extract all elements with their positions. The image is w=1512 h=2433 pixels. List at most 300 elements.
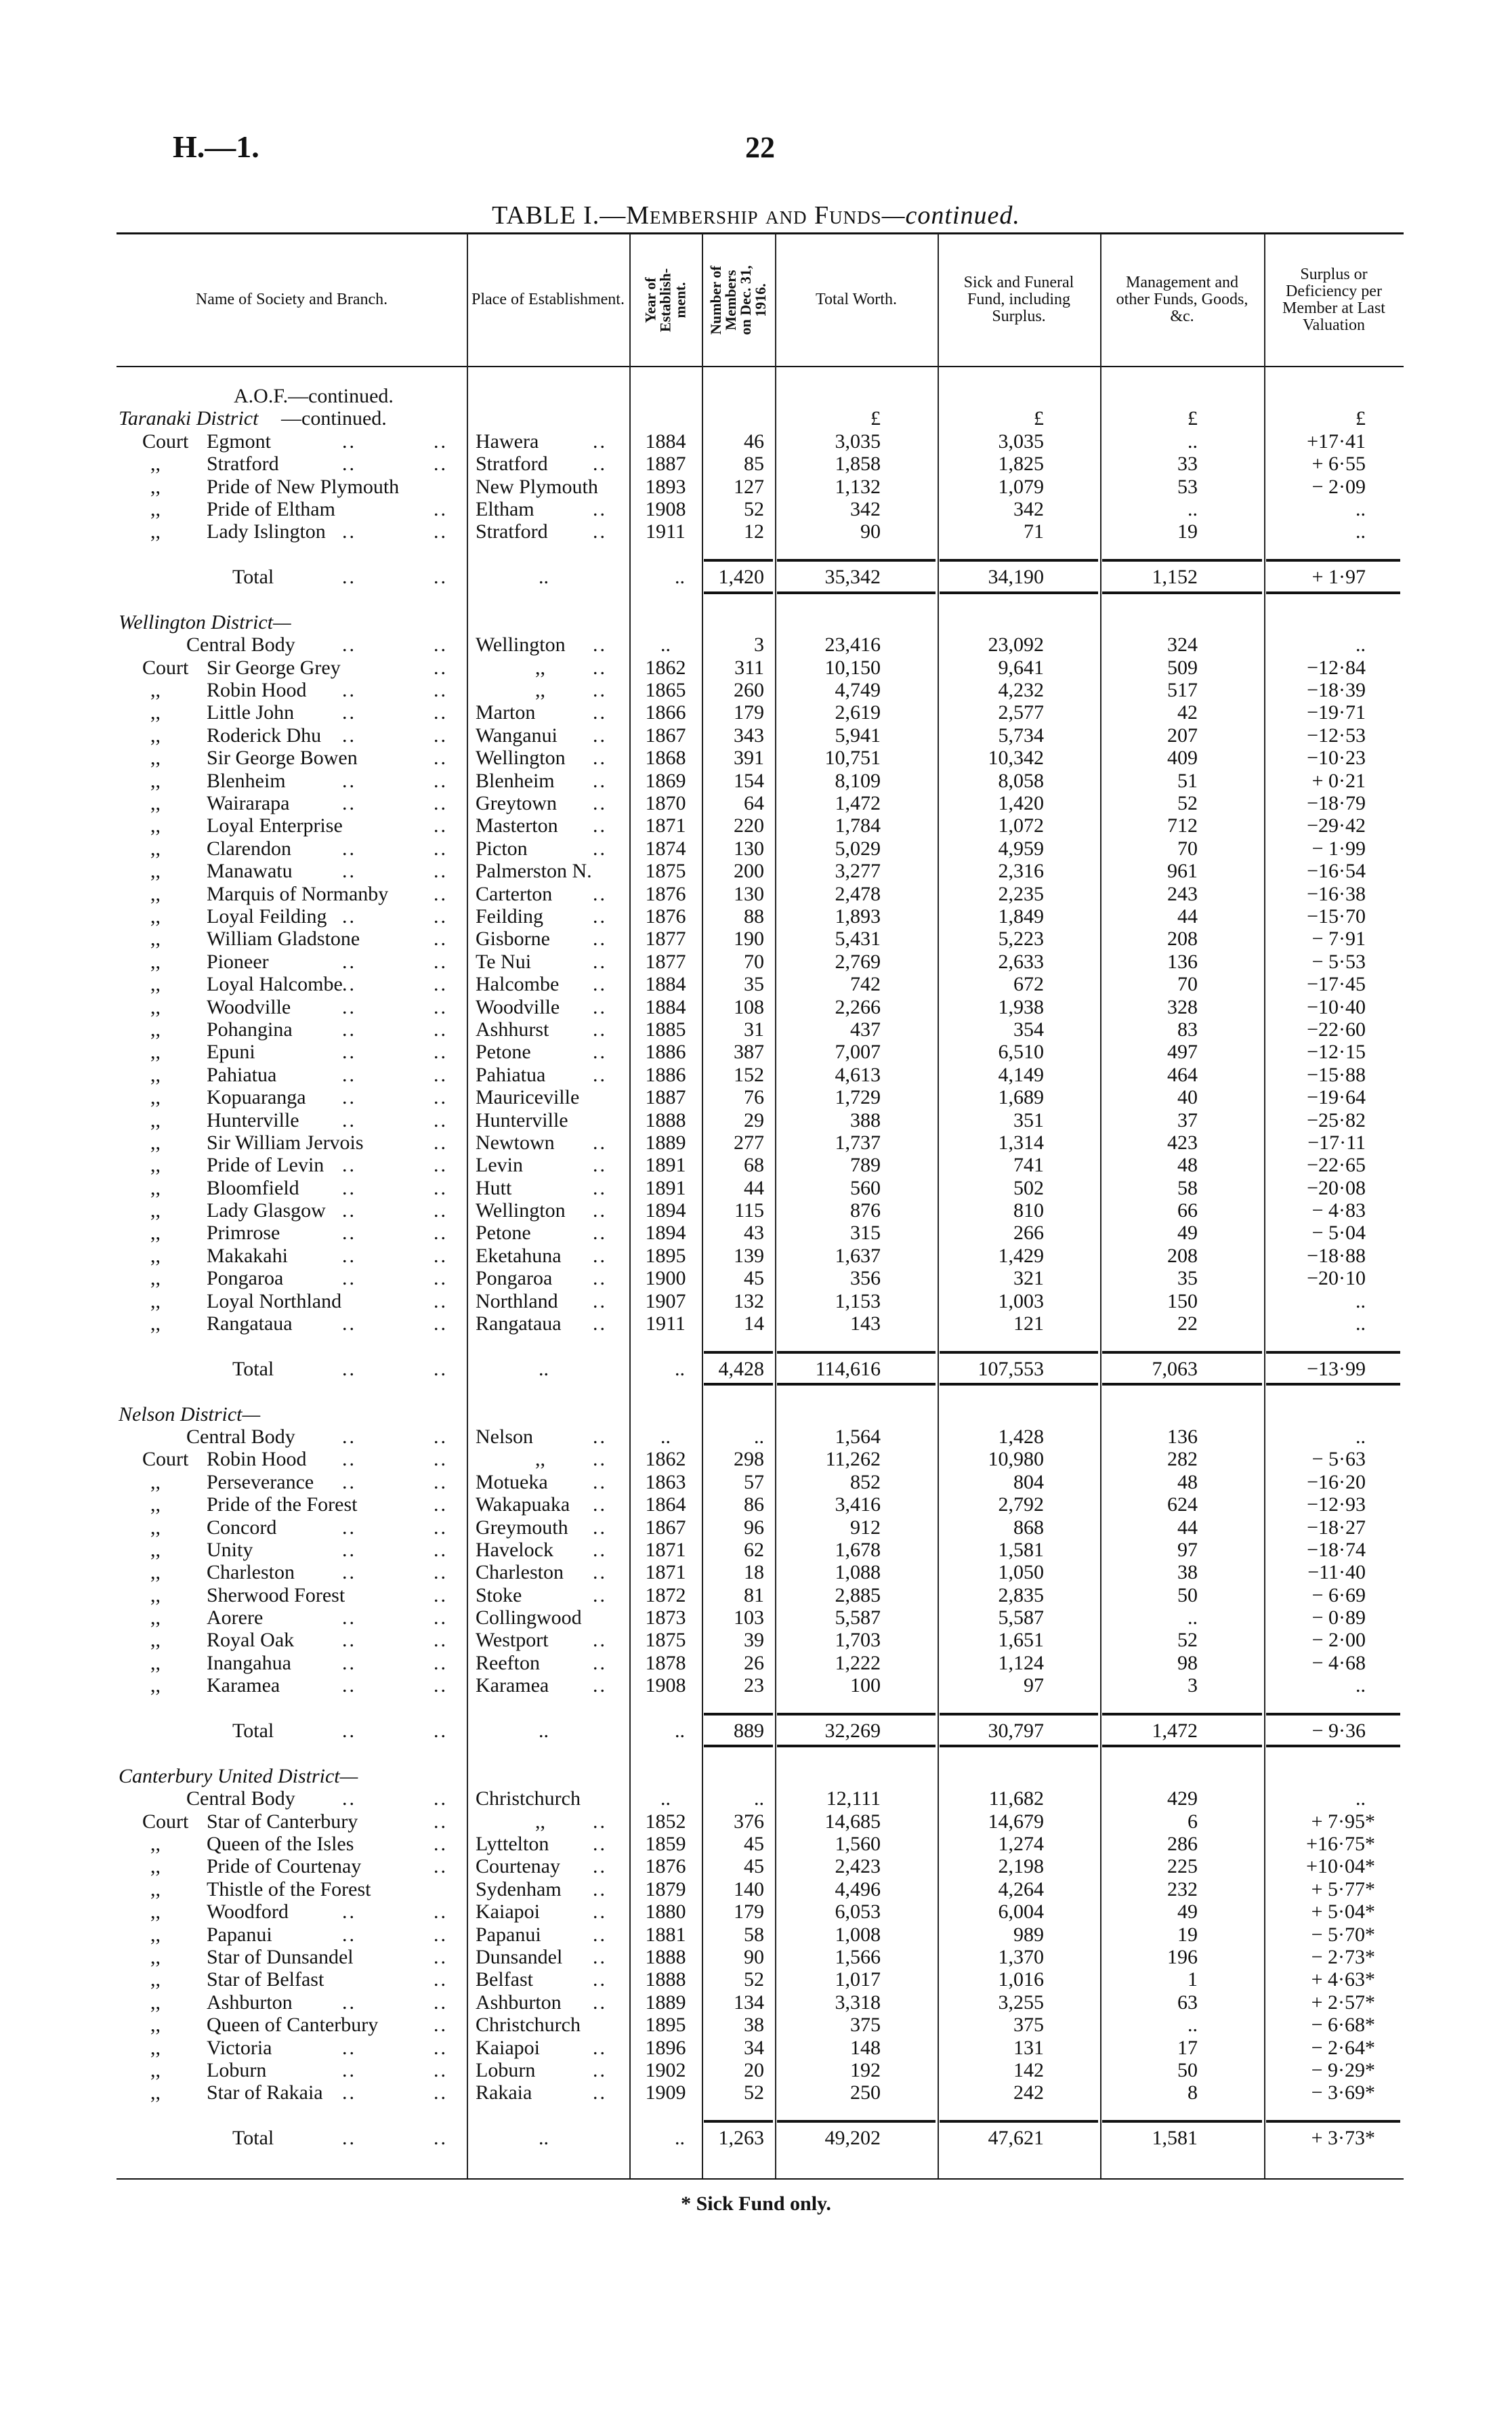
- management-funds: 52: [1177, 792, 1198, 815]
- year-established: 1902: [645, 2058, 686, 2081]
- year-established: 1876: [645, 1855, 686, 1878]
- place-name: Collingwood: [476, 1606, 582, 1629]
- total-worth: 4,613: [835, 1063, 881, 1086]
- total-rule: [1266, 1745, 1400, 1747]
- place-name: Petone: [476, 1041, 531, 1064]
- management-funds: 6: [1188, 1810, 1198, 1833]
- total-rule: [1266, 2120, 1400, 2123]
- member-count: 45: [744, 1855, 764, 1878]
- leader-dots: ..: [342, 679, 356, 702]
- leader-dots: ..: [342, 973, 356, 996]
- total-worth: 1,784: [835, 814, 881, 837]
- branch-name: Ashburton: [207, 1991, 293, 2014]
- sick-funeral-fund: 131: [1013, 2036, 1044, 2059]
- leader-dots: ..: [593, 2058, 607, 2081]
- surplus-deficiency: −18·88: [1307, 1244, 1366, 1267]
- year-established: 1893: [645, 475, 686, 498]
- society-heading-row: [0, 385, 1512, 407]
- ditto-mark: ,,: [150, 453, 161, 476]
- sick-funeral-fund: 10,342: [988, 747, 1044, 770]
- year-established: 1878: [645, 1651, 686, 1674]
- ditto-mark: ,,: [150, 1538, 161, 1561]
- total-rule: [704, 2120, 773, 2123]
- management-funds: 35: [1177, 1267, 1198, 1290]
- member-count: 387: [734, 1041, 764, 1064]
- leader-dots: ..: [434, 1244, 448, 1267]
- branch-name: Rangataua: [207, 1312, 293, 1335]
- total-value: 1,420: [718, 566, 764, 589]
- management-funds: 44: [1177, 1516, 1198, 1539]
- member-count: 139: [734, 1244, 764, 1267]
- leader-dots: ..: [434, 453, 448, 476]
- leader-dots: ..: [434, 1063, 448, 1086]
- sick-funeral-fund: 342: [1013, 497, 1044, 520]
- member-count: 311: [734, 656, 764, 679]
- branch-name: Pride of Levin: [207, 1154, 324, 1177]
- leader-dots: ..: [593, 1538, 607, 1561]
- leader-dots: ..: [593, 882, 607, 905]
- total-rule: [1266, 1713, 1400, 1715]
- branch-name: Woodville: [207, 995, 291, 1018]
- ditto-mark: ,,: [150, 1063, 161, 1086]
- sick-funeral-fund: 121: [1013, 1312, 1044, 1335]
- member-count: 108: [734, 995, 764, 1018]
- sick-funeral-fund: 142: [1013, 2058, 1044, 2081]
- total-rule: [1102, 1745, 1262, 1747]
- place-name: Eketahuna: [476, 1244, 562, 1267]
- surplus-deficiency: + 5·04*: [1311, 1900, 1375, 1923]
- leader-dots: ..: [539, 2127, 549, 2150]
- table-row: [0, 1290, 1512, 1312]
- ditto-mark: ,,: [150, 679, 161, 702]
- table-row: [0, 724, 1512, 747]
- surplus-deficiency: − 2·64*: [1311, 2036, 1375, 2059]
- sick-funeral-fund: 1,429: [998, 1244, 1044, 1267]
- member-count: 220: [734, 814, 764, 837]
- branch-name: Queen of the Isles: [207, 1833, 354, 1855]
- leader-dots: ..: [434, 1108, 448, 1131]
- district-heading: Canterbury United District—: [119, 1764, 358, 1787]
- surplus-deficiency: −18·74: [1307, 1538, 1366, 1561]
- place-name: Pongaroa: [476, 1267, 553, 1290]
- total-value: 34,190: [988, 566, 1044, 589]
- management-funds: ..: [1188, 2014, 1198, 2037]
- branch-name: Epuni: [207, 1041, 255, 1064]
- management-funds: 49: [1177, 1222, 1198, 1245]
- sick-funeral-fund: 1,016: [998, 1968, 1044, 1991]
- year-established: 1870: [645, 792, 686, 815]
- total-worth: 2,423: [835, 1855, 881, 1878]
- leader-dots: ..: [342, 1312, 356, 1335]
- total-worth: 1,472: [835, 792, 881, 815]
- table-row: [0, 1516, 1512, 1539]
- management-funds: 97: [1177, 1538, 1198, 1561]
- sick-funeral-fund: 10,980: [988, 1448, 1044, 1471]
- sick-funeral-fund: 1,124: [998, 1651, 1044, 1674]
- surplus-deficiency: − 0·89: [1311, 1606, 1366, 1629]
- management-funds: 8: [1188, 2081, 1198, 2104]
- surplus-deficiency: −17·45: [1307, 973, 1366, 996]
- total-value: 1,263: [718, 2127, 764, 2150]
- surplus-deficiency: −18·79: [1307, 792, 1366, 815]
- table-bottom-rule: [117, 2178, 1404, 2180]
- place-name: Marton: [476, 701, 536, 724]
- leader-dots: ..: [342, 1222, 356, 1245]
- total-worth: 4,496: [835, 1877, 881, 1900]
- total-worth: 3,318: [835, 1991, 881, 2014]
- member-count: 34: [744, 2036, 764, 2059]
- total-worth: 250: [850, 2081, 881, 2104]
- currency-symbol: £: [1356, 407, 1366, 430]
- table-row: [0, 1833, 1512, 1855]
- total-worth: 375: [850, 2014, 881, 2037]
- management-funds: 40: [1177, 1086, 1198, 1109]
- total-rule: [940, 559, 1098, 562]
- surplus-deficiency: + 2·57*: [1311, 1991, 1375, 2014]
- year-established: 1888: [645, 1108, 686, 1131]
- leader-dots: ..: [434, 1516, 448, 1539]
- management-funds: ..: [1188, 430, 1198, 453]
- leader-dots: ..: [593, 1900, 607, 1923]
- total-worth: 8,109: [835, 769, 881, 792]
- district-heading-row: [0, 407, 1512, 430]
- leader-dots: ..: [593, 1448, 607, 1471]
- row-prefix: Court: [142, 656, 189, 679]
- year-established: 1887: [645, 1086, 686, 1109]
- leader-dots: ..: [342, 837, 356, 860]
- branch-name: Loyal Feilding: [207, 904, 327, 928]
- sick-funeral-fund: 5,587: [998, 1606, 1044, 1629]
- ditto-mark: ,,: [150, 520, 161, 543]
- branch-name: Star of Canterbury: [207, 1810, 358, 1833]
- leader-dots: ..: [593, 904, 607, 928]
- leader-dots: ..: [434, 1267, 448, 1290]
- branch-name: Aorere: [207, 1606, 264, 1629]
- sick-funeral-fund: 1,849: [998, 904, 1044, 928]
- surplus-deficiency: + 7·95*: [1311, 1810, 1375, 1833]
- leader-dots: ..: [593, 1018, 607, 1041]
- total-worth: 4,749: [835, 679, 881, 702]
- year-established: 1866: [645, 701, 686, 724]
- year-established: 1895: [645, 2014, 686, 2037]
- place-name: Northland: [476, 1289, 558, 1312]
- year-established: 1908: [645, 1674, 686, 1697]
- ditto-mark: ,,: [150, 837, 161, 860]
- ditto-mark: ,,: [150, 1651, 161, 1674]
- leader-dots: ..: [593, 1425, 607, 1448]
- surplus-deficiency: + 4·63*: [1311, 1968, 1375, 1991]
- year-established: 1884: [645, 973, 686, 996]
- branch-name: Karamea: [207, 1674, 280, 1697]
- year-established: 1907: [645, 1289, 686, 1312]
- leader-dots: ..: [342, 2127, 356, 2150]
- leader-dots: ..: [434, 928, 448, 951]
- place-name: Halcombe: [476, 973, 560, 996]
- ditto-mark: ,,: [150, 995, 161, 1018]
- total-worth: 10,751: [824, 747, 881, 770]
- leader-dots: ..: [434, 2014, 448, 2037]
- leader-dots: ..: [342, 1063, 356, 1086]
- member-count: 85: [744, 453, 764, 476]
- surplus-deficiency: − 9·29*: [1311, 2058, 1375, 2081]
- branch-name: Loburn: [207, 2058, 267, 2081]
- leader-dots: ..: [434, 973, 448, 996]
- leader-dots: ..: [593, 701, 607, 724]
- table-row: [0, 770, 1512, 792]
- total-worth: 143: [850, 1312, 881, 1335]
- ditto-mark: ,,: [150, 724, 161, 747]
- surplus-deficiency: −12·53: [1307, 724, 1366, 747]
- member-count: 31: [744, 1018, 764, 1041]
- surplus-deficiency: − 5·70*: [1311, 1923, 1375, 1946]
- sick-funeral-fund: 5,223: [998, 928, 1044, 951]
- total-worth: 6,053: [835, 1900, 881, 1923]
- surplus-deficiency: −20·08: [1307, 1176, 1366, 1199]
- place-name: Stoke: [476, 1583, 522, 1606]
- col-header-name: Name of Society and Branch.: [195, 291, 388, 308]
- management-funds: 83: [1177, 1018, 1198, 1041]
- total-rule: [704, 1713, 773, 1715]
- table-row: [0, 657, 1512, 679]
- place-name: Hawera: [476, 430, 539, 453]
- member-count: 81: [744, 1583, 764, 1606]
- leader-dots: ..: [434, 1086, 448, 1109]
- leader-dots: ..: [342, 1041, 356, 1064]
- place-name: Christchurch: [476, 2014, 581, 2037]
- leader-dots: ..: [593, 1493, 607, 1516]
- leader-dots: ..: [593, 1222, 607, 1245]
- member-count: 39: [744, 1629, 764, 1652]
- total-worth: 1,132: [835, 475, 881, 498]
- place-name: Christchurch: [476, 1787, 581, 1810]
- year-established: 1877: [645, 950, 686, 973]
- table-row: [0, 905, 1512, 928]
- year-established: 1876: [645, 882, 686, 905]
- place-name: Picton: [476, 837, 528, 860]
- member-count: 64: [744, 792, 764, 815]
- surplus-deficiency: − 2·09: [1311, 475, 1366, 498]
- table-row: [0, 1946, 1512, 1968]
- place-name: Westport: [476, 1629, 549, 1652]
- col-header-mgmt: Management and other Funds, Goods, &c.: [1116, 274, 1248, 325]
- spacer-row: [0, 543, 1512, 566]
- total-rule: [1102, 1383, 1262, 1386]
- branch-name: Inangahua: [207, 1651, 291, 1674]
- management-funds: 50: [1177, 2058, 1198, 2081]
- management-funds: 282: [1167, 1448, 1198, 1471]
- surplus-deficiency: ..: [1356, 1425, 1366, 1448]
- table-row: [0, 951, 1512, 973]
- place-name: Hunterville: [476, 1108, 568, 1131]
- leader-dots: ..: [675, 566, 685, 589]
- branch-name: Bloomfield: [207, 1176, 299, 1199]
- sick-funeral-fund: 810: [1013, 1199, 1044, 1222]
- total-rule: [777, 2120, 936, 2123]
- member-count: 12: [744, 520, 764, 543]
- year-established: 1871: [645, 1538, 686, 1561]
- total-worth: 1,566: [835, 1945, 881, 1968]
- leader-dots: ..: [434, 2058, 448, 2081]
- table-row: [0, 1064, 1512, 1086]
- place-name: Havelock: [476, 1538, 553, 1561]
- leader-dots: ..: [434, 1448, 448, 1471]
- surplus-deficiency: −19·71: [1307, 701, 1366, 724]
- leader-dots: ..: [342, 2036, 356, 2059]
- sick-funeral-fund: 1,003: [998, 1289, 1044, 1312]
- year-established: 1875: [645, 860, 686, 883]
- leader-dots: ..: [593, 1470, 607, 1493]
- total-rule: [940, 591, 1098, 594]
- member-count: 140: [734, 1877, 764, 1900]
- management-funds: 243: [1167, 882, 1198, 905]
- year-established: 1896: [645, 2036, 686, 2059]
- sick-funeral-fund: 1,314: [998, 1131, 1044, 1154]
- leader-dots: ..: [593, 1855, 607, 1878]
- table-row: [0, 1855, 1512, 1877]
- year-established: 1886: [645, 1041, 686, 1064]
- total-worth: 342: [850, 497, 881, 520]
- table-row: [0, 1584, 1512, 1606]
- table-row: [0, 1018, 1512, 1041]
- table-row: [0, 1312, 1512, 1335]
- branch-name: Unity: [207, 1538, 253, 1561]
- leader-dots: ..: [593, 1289, 607, 1312]
- leader-dots: ..: [342, 1199, 356, 1222]
- sick-funeral-fund: 6,004: [998, 1900, 1044, 1923]
- total-value: − 9·36: [1311, 1720, 1366, 1743]
- member-count: 134: [734, 1991, 764, 2014]
- total-worth: 1,737: [835, 1131, 881, 1154]
- place-name: Eltham: [476, 497, 534, 520]
- surplus-deficiency: − 5·04: [1311, 1222, 1366, 1245]
- table-body: [0, 385, 1512, 2149]
- table-row: [0, 633, 1512, 656]
- leader-dots: ..: [434, 1561, 448, 1584]
- total-worth: 912: [850, 1516, 881, 1539]
- leader-dots: ..: [539, 1720, 549, 1743]
- total-worth: 742: [850, 973, 881, 996]
- spacer-row: [0, 2104, 1512, 2127]
- total-label: Total: [232, 566, 274, 589]
- year-established: 1884: [645, 995, 686, 1018]
- table-row: [0, 1086, 1512, 1108]
- member-count: 76: [744, 1086, 764, 1109]
- leader-dots: ..: [342, 1244, 356, 1267]
- surplus-deficiency: ..: [1356, 633, 1366, 657]
- leader-dots: ..: [342, 950, 356, 973]
- leader-dots: ..: [593, 1131, 607, 1154]
- page-number: 22: [745, 131, 775, 164]
- total-rule: [1102, 1351, 1262, 1354]
- total-worth: 1,222: [835, 1651, 881, 1674]
- member-count: 45: [744, 1267, 764, 1290]
- member-count: 115: [734, 1199, 764, 1222]
- year-established: 1911: [646, 520, 686, 543]
- leader-dots: ..: [342, 1606, 356, 1629]
- surplus-deficiency: −15·70: [1307, 904, 1366, 928]
- leader-dots: ..: [342, 1516, 356, 1539]
- total-worth: 876: [850, 1199, 881, 1222]
- leader-dots: ..: [593, 520, 607, 543]
- total-worth: 2,769: [835, 950, 881, 973]
- year-established: 1869: [645, 769, 686, 792]
- ditto-mark: ,,: [150, 1222, 161, 1245]
- table-row: [0, 1787, 1512, 1810]
- branch-name: Lady Glasgow: [207, 1199, 326, 1222]
- leader-dots: ..: [434, 792, 448, 815]
- management-funds: 196: [1167, 1945, 1198, 1968]
- management-funds: 53: [1177, 475, 1198, 498]
- surplus-deficiency: +17·41: [1307, 430, 1366, 453]
- member-count: 132: [734, 1289, 764, 1312]
- member-count: 43: [744, 1222, 764, 1245]
- total-rule: [1102, 1713, 1262, 1715]
- leader-dots: ..: [342, 1018, 356, 1041]
- ditto-mark: ,,: [150, 1877, 161, 1900]
- leader-dots: ..: [593, 1561, 607, 1584]
- total-value: 32,269: [824, 1720, 881, 1743]
- leader-dots: ..: [342, 860, 356, 883]
- ditto-mark: ,,: [150, 860, 161, 883]
- total-label: Total: [232, 1720, 274, 1743]
- year-established: 1876: [645, 904, 686, 928]
- surplus-deficiency: −16·38: [1307, 882, 1366, 905]
- leader-dots: ..: [434, 1651, 448, 1674]
- ditto-mark: ,,: [150, 1606, 161, 1629]
- col-header-members: Number of Members on Dec. 31, 1916.: [707, 265, 769, 335]
- place-name: Sydenham: [476, 1877, 562, 1900]
- leader-dots: ..: [593, 1041, 607, 1064]
- member-count: 154: [734, 769, 764, 792]
- surplus-deficiency: −17·11: [1307, 1131, 1366, 1154]
- ditto-mark: ,,: [150, 928, 161, 951]
- surplus-deficiency: + 0·21: [1311, 769, 1366, 792]
- branch-name: Royal Oak: [207, 1629, 295, 1652]
- place-name: Ashburton: [476, 1991, 562, 2014]
- management-funds: 208: [1167, 928, 1198, 951]
- table-row: [0, 814, 1512, 837]
- member-count: 127: [734, 475, 764, 498]
- total-value: 35,342: [824, 566, 881, 589]
- table-row: [0, 1245, 1512, 1267]
- member-count: 103: [734, 1606, 764, 1629]
- place-name: Wellington: [476, 747, 566, 770]
- branch-name: Roderick Dhu: [207, 724, 322, 747]
- leader-dots: ..: [593, 1923, 607, 1946]
- year-established: 1852: [645, 1810, 686, 1833]
- leader-dots: ..: [434, 1968, 448, 1991]
- total-worth: 14,685: [824, 1810, 881, 1833]
- leader-dots: ..: [434, 1629, 448, 1652]
- sick-funeral-fund: 266: [1013, 1222, 1044, 1245]
- table-row: [0, 1810, 1512, 1833]
- management-funds: 19: [1177, 520, 1198, 543]
- leader-dots: ..: [342, 792, 356, 815]
- place-name: Wellington: [476, 633, 566, 657]
- district-heading: Nelson District—: [119, 1402, 261, 1426]
- total-worth: 100: [850, 1674, 881, 1697]
- leader-dots: ..: [434, 1425, 448, 1448]
- table-row: [0, 1426, 1512, 1448]
- leader-dots: ..: [675, 1357, 685, 1380]
- total-rule: [777, 1383, 936, 1386]
- place-name: ,,: [535, 679, 545, 702]
- district-heading: Taranaki District: [119, 407, 259, 430]
- year-established: 1891: [645, 1176, 686, 1199]
- leader-dots: ..: [593, 1583, 607, 1606]
- branch-name: Pahiatua: [207, 1063, 277, 1086]
- table-row: [0, 1674, 1512, 1697]
